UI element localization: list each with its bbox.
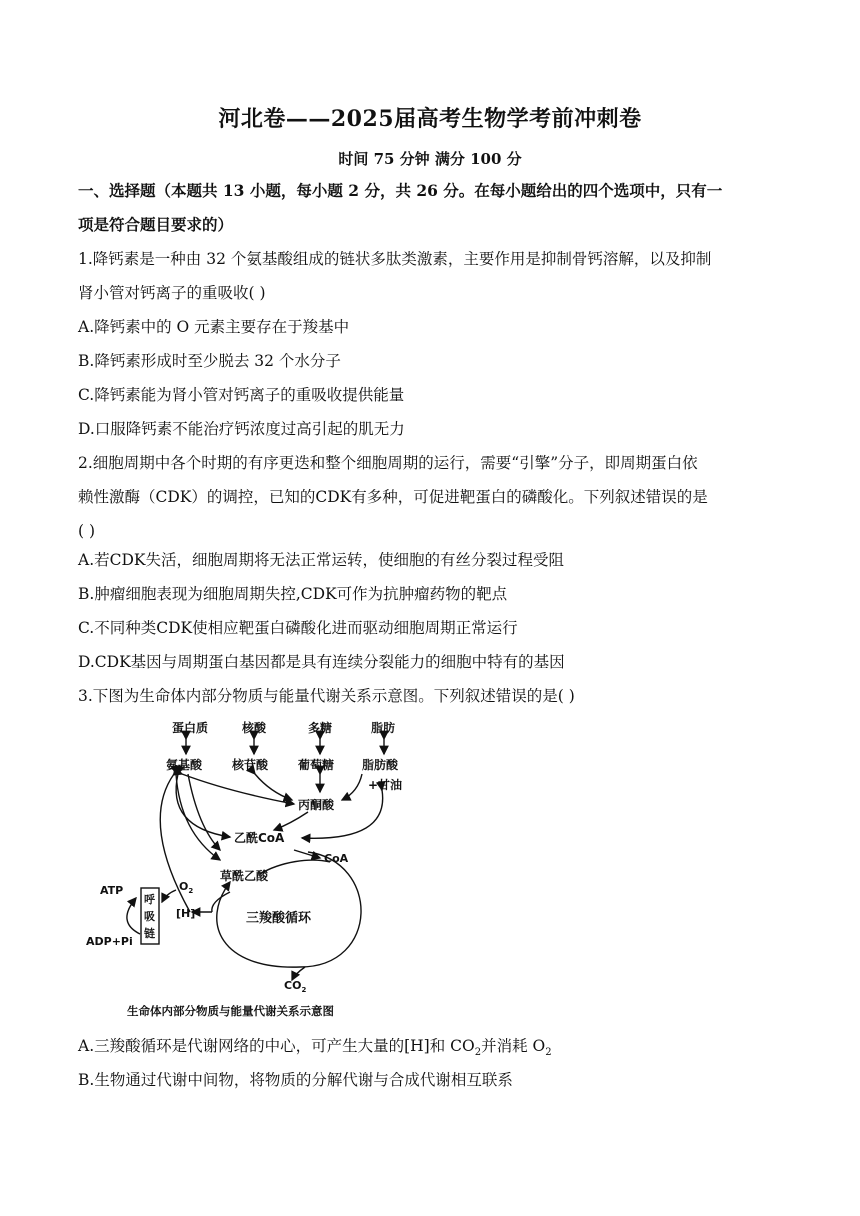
section-heading-cont: 项是符合题目要求的） xyxy=(78,215,234,234)
nucleic-acid-label: 核酸 xyxy=(242,721,267,735)
acetyl-coa-label: 乙酰CoA xyxy=(234,831,285,845)
atp-label: ATP xyxy=(100,884,124,897)
q3-option-a: A.三羧酸循环是代谢网络的中心，可产生大量的[H]和 $CO_2$并消耗 $O_2$ xyxy=(78,1037,552,1059)
q2-option-a: A.若CDK失活，细胞周期将无法正常运转，使细胞的有丝分裂过程受阻 xyxy=(78,551,564,569)
q3-option-b: B.生物通过代谢中间物，将物质的分解代谢与合成代谢相互联系 xyxy=(78,1071,513,1089)
glycerol-label: +甘油 xyxy=(368,778,403,792)
q1-stem: 1.降钙素是一种由 32 个氨基酸组成的链状多肽类激素，主要作用是抑制骨钙溶解，以及抑制 xyxy=(78,250,712,268)
oxaloacetate-label: 草酰乙酸 xyxy=(220,869,269,883)
tca-cycle-label: 三羧酸循环 xyxy=(246,911,312,926)
q1-option-a: A.降钙素中的 O 元素主要存在于羧基中 xyxy=(78,318,350,336)
adp-label: ADP+Pi xyxy=(86,935,133,948)
q1-option-b: B.降钙素形成时至少脱去 32 个水分子 xyxy=(78,352,341,370)
nucleotide-label: 核苷酸 xyxy=(232,758,269,772)
chain-char-2: 吸 xyxy=(144,910,155,923)
section-heading: 一、选择题（本题共 13 小题，每小题 2 分，共 26 分。在每小题给出的四个选项中，只有一 xyxy=(78,181,723,200)
exam-info: 时间 75 分钟 满分 100 分 xyxy=(338,150,522,168)
q1-option-c: C.降钙素能为肾小管对钙离子的重吸收提供能量 xyxy=(78,386,405,404)
diagram-caption: 生命体内部分物质与能量代谢关系示意图 xyxy=(127,1004,334,1018)
chain-char-3: 链 xyxy=(144,927,155,940)
q1-option-d: D.口服降钙素不能治疗钙浓度过高引起的肌无力 xyxy=(78,420,405,438)
q2-option-b: B.肿瘤细胞表现为细胞周期失控,CDK可作为抗肿瘤药物的靶点 xyxy=(78,585,508,603)
q1-stem-cont: 肾小管对钙离子的重吸收( ) xyxy=(78,284,266,302)
q3-stem: 3.下图为生命体内部分物质与能量代谢关系示意图。下列叙述错误的是( ) xyxy=(78,687,575,705)
q2-stem-paren: ( ) xyxy=(78,522,96,540)
o2-label: $O_2$ xyxy=(179,880,194,895)
polysaccharide-label: 多糖 xyxy=(308,721,333,735)
page-title: 河北卷——2025届高考生物学考前冲刺卷 xyxy=(218,106,642,132)
q2-stem-cont: 赖性激酶（CDK）的调控，已知的CDK有多种，可促进靶蛋白的磷酸化。下列叙述错误的是 xyxy=(78,488,708,506)
coa-label: CoA xyxy=(324,852,349,865)
protein-label: 蛋白质 xyxy=(172,721,209,735)
metabolism-diagram xyxy=(80,712,420,992)
glucose-label: 葡萄糖 xyxy=(298,758,335,772)
pyruvate-label: 丙酮酸 xyxy=(298,798,335,812)
q2-option-c: C.不同种类CDK使相应靶蛋白磷酸化进而驱动细胞周期正常运行 xyxy=(78,619,518,637)
co2-label: $CO_2$ xyxy=(284,979,307,992)
q2-stem: 2.细胞周期中各个时期的有序更迭和整个细胞周期的运行，需要“引擎”分子，即周期蛋白依 xyxy=(78,454,698,472)
amino-acid-label: 氨基酸 xyxy=(166,758,203,772)
fat-label: 脂肪 xyxy=(371,721,396,735)
fatty-acid-label: 脂肪酸 xyxy=(362,758,399,772)
q2-option-d: D.CDK基因与周期蛋白基因都是具有连续分裂能力的细胞中特有的基因 xyxy=(78,653,565,671)
h-label: [H] xyxy=(176,907,196,920)
chain-char-1: 呼 xyxy=(144,893,155,906)
